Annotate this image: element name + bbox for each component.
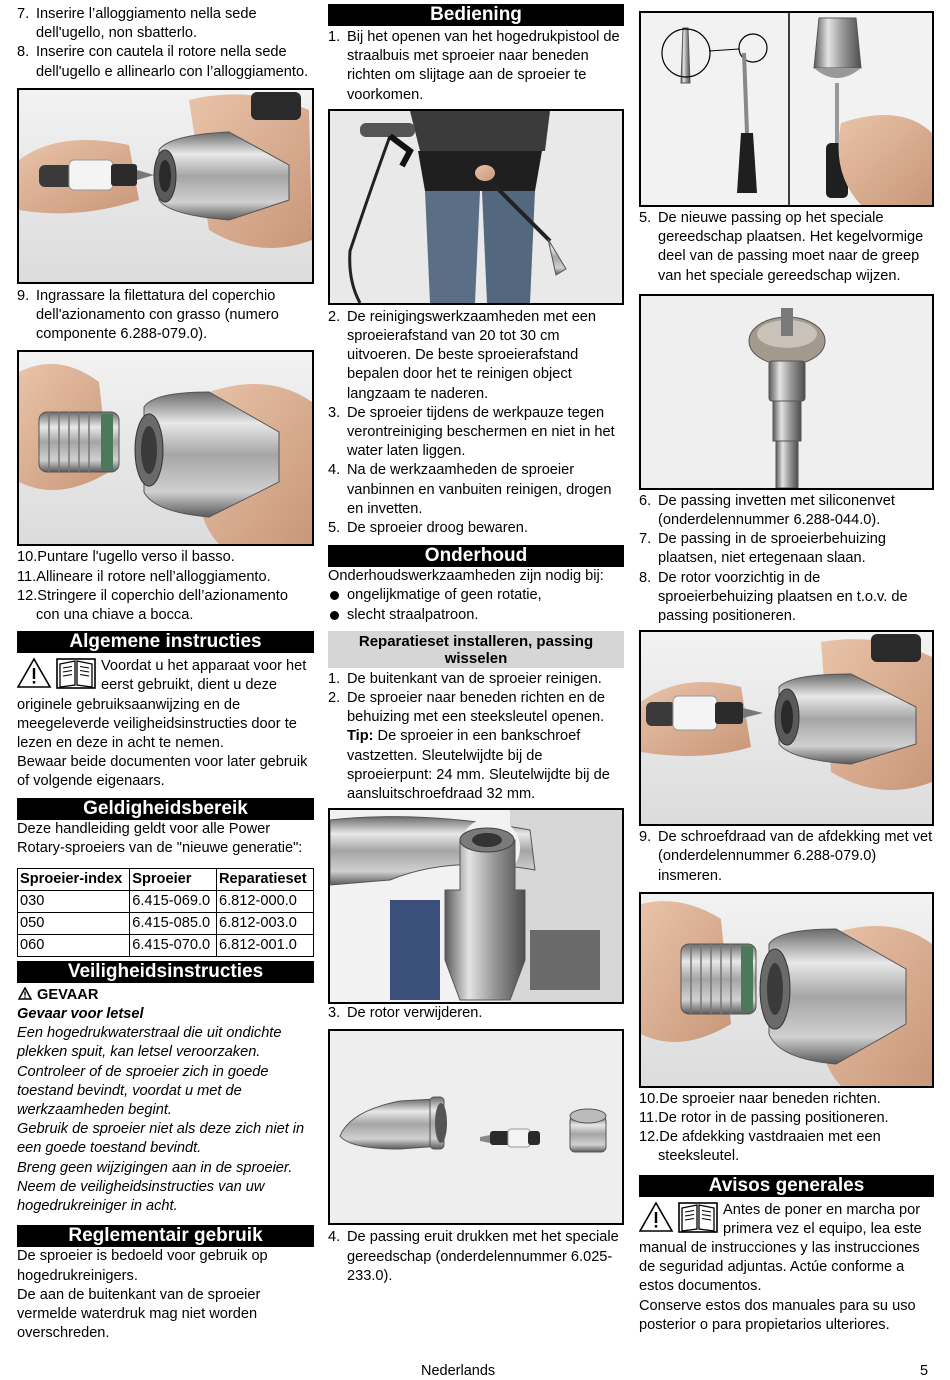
- safety-para: Breng geen wijzigingen aan in de sproeier.: [17, 1159, 293, 1176]
- photo-rotor-position: [639, 630, 934, 826]
- safety-subtitle: Gevaar voor letsel: [17, 1006, 144, 1023]
- step-item: 3. De rotor verwijderen.: [328, 1005, 483, 1022]
- step-item: 11.De rotor in de passing positioneren.: [639, 1110, 889, 1127]
- bullet-item: ongelijkmatige of geen rotatie,: [328, 586, 624, 605]
- steps-top-list: [17, 5, 314, 82]
- table-cell: 6.415-070.0: [130, 935, 217, 957]
- photo-special-tool: [639, 11, 934, 207]
- steps-after-list: [17, 548, 314, 625]
- column-2: [328, 0, 624, 1286]
- step-item: 2. De reinigingswerkzaamheden met een sproeierafstand van 20 tot 30 cm uitvoeren. De beste sproeierafstand bepalen door het te reinigen object langzaam te naderen.: [328, 308, 597, 402]
- safety-para: Neem de veiligheidsinstructies van uw hogedrukreiniger in acht.: [17, 1178, 265, 1215]
- table-header: Sproeier-index: [18, 869, 130, 891]
- photo-wrench-vise: [328, 808, 624, 1004]
- step-item: 10.Puntare l'ugello verso il basso.: [17, 549, 235, 566]
- safety-para: Controleer of de sproeier zich in goede toestand bevindt, voordat u met de werkzaamheden begint.: [17, 1063, 269, 1119]
- step-item: 5. De sproeier droog bewaren.: [328, 520, 528, 537]
- section-title-maintenance: Onderhoud: [328, 545, 624, 567]
- photo-parts-laid-out: [328, 1029, 624, 1225]
- table-header-row: [18, 869, 314, 891]
- repair-kit-table: [17, 868, 314, 957]
- column-1: [17, 0, 314, 1343]
- footer-language: Nederlands: [421, 1363, 496, 1379]
- table-cell: 060: [18, 935, 130, 957]
- repair-steps-list: [328, 670, 624, 804]
- steps-678-list: [639, 492, 934, 626]
- table-cell: 6.812-001.0: [217, 935, 314, 957]
- danger-label: GEVAAR: [17, 986, 314, 1005]
- step-item: 2. De sproeier naar beneden richten en de behuizing met een steeksleutel openen. Tip: De sproeier in een bankschroef vastzetten. Sleutelwijdte bij de sproeierpunt: 24 mm. Sleutelwijdte bij de aansluitschroefdraad 32 mm.: [328, 690, 610, 803]
- warning-manual-icon: [639, 1201, 719, 1234]
- step-item: 4. Na de werkzaamheden de sproeier vanbinnen en vanbuiten reinigen, drogen en invetten.: [328, 462, 612, 517]
- section-title-repair: Reparatieset installeren, passing wisselen: [328, 631, 624, 668]
- step-item: 7. Inserire l’alloggiamento nella sede dell'ugello, non sbatterlo.: [17, 6, 257, 42]
- step-item: 8. Inserire con cautela il rotore nella sede dell'ugello e allinearlo con l’alloggiamento.: [17, 44, 309, 80]
- photo-fitting-on-tool: [639, 294, 934, 490]
- table-cell: 050: [18, 913, 130, 935]
- bullet-item: slecht straalpatroon.: [328, 606, 624, 625]
- avisos-text-2: Conserve estos dos manuales para su uso posterior o para propietarios ulteriores.: [639, 1297, 916, 1333]
- photo-rotor-insert: [17, 88, 314, 284]
- step-item: 7. De passing in de sproeierbehuizing plaatsen, niet ertegenaan slaan.: [639, 531, 886, 567]
- general-text-2: Bewaar beide documenten voor later gebruik of volgende eigenaars.: [17, 754, 308, 790]
- table-row: [18, 891, 314, 913]
- step-item: 10.De sproeier naar beneden richten.: [639, 1090, 881, 1107]
- danger-triangle-icon: [18, 987, 32, 1000]
- warning-manual-icon: [17, 657, 97, 690]
- table-cell: 6.415-085.0: [130, 913, 217, 935]
- step-item: 5. De nieuwe passing op het speciale gereedschap plaatsen. Het kegelvormige deel van de passing moet naar de greep van het speciale gereedschap wijzen.: [639, 210, 924, 284]
- operation-steps-list: [328, 308, 624, 538]
- avisos-text: Antes de poner en marcha por primera vez el equipo, lea este manual de instrucciones y las instrucciones de seguridad adjuntas. Actúe conforme a estos documentos.: [639, 1201, 922, 1295]
- step-item: 9. Ingrassare la filettatura del coperchio dell'azionamento con grasso (numero componente 6.288-079.0).: [17, 287, 279, 343]
- tip-label: Tip:: [347, 728, 374, 745]
- step9-list: [639, 828, 934, 886]
- step-item: 6. De passing invetten met siliconenvet (onderdelennummer 6.288-044.0).: [639, 492, 895, 529]
- section-title-general: Algemene instructies: [17, 631, 314, 653]
- step-item: 3. De sproeier tijdens de werkpauze tegen verontreiniging beschermen en niet in het water laten liggen.: [328, 404, 615, 460]
- general-text: Voordat u het apparaat voor het eerst gebruikt, dient u deze originele gebruiksaanwijzing en de meegeleverde veiligheidsinstructies door te lezen en deze in acht te nemen.: [17, 658, 307, 752]
- photo-cover-thread: [639, 892, 934, 1088]
- step-item: 1. De buitenkant van de sproeier reinigen.: [328, 670, 602, 687]
- table-cell: 6.812-003.0: [217, 913, 314, 935]
- step-item: 9. De schroefdraad van de afdekking met vet (onderdelennummer 6.288-079.0) insmeren.: [639, 829, 933, 884]
- section-title-scope: Geldigheidsbereik: [17, 798, 314, 820]
- step-item: 1. Bij het openen van het hogedrukpistool de straalbuis met sproeier naar beneden richten om slijtage aan de sproeier te voorkomen.: [328, 29, 620, 103]
- photo-thread-grease: [17, 350, 314, 546]
- column-3: [639, 0, 934, 1335]
- steps-after-list: [639, 1090, 934, 1167]
- table-row: [18, 935, 314, 957]
- use-text-2: De aan de buitenkant van de sproeier vermelde waterdruk mag niet worden overschreden.: [17, 1286, 261, 1342]
- repair-step3-list: [328, 1004, 624, 1023]
- step-item: 12.De afdekking vastdraaien met een steeksleutel.: [639, 1129, 881, 1165]
- table-header: Reparatieset: [217, 869, 314, 891]
- safety-para: Gebruik de sproeier niet als deze zich niet in een goede toestand bevindt.: [17, 1121, 305, 1157]
- use-text: De sproeier is bedoeld voor gebruik op hogedrukreinigers.: [17, 1248, 268, 1284]
- operation-step1-list: [328, 28, 624, 105]
- page-number: 5: [920, 1363, 929, 1379]
- section-title-avisos: Avisos generales: [639, 1175, 934, 1197]
- section-title-use: Reglementair gebruik: [17, 1225, 314, 1247]
- scope-text: Deze handleiding geldt voor alle Power Rotary-sproeiers van de "nieuwe generatie":: [17, 820, 303, 856]
- step-item: 11.Allineare il rotore nell’alloggiamento.: [17, 568, 271, 585]
- section-title-operation: Bediening: [328, 4, 624, 26]
- maintenance-bullets: [328, 586, 624, 624]
- step-item: 12.Stringere il coperchio dell’azionamento con una chiave a bocca.: [17, 587, 288, 624]
- table-cell: 6.415-069.0: [130, 891, 217, 913]
- step-item: 4. De passing eruit drukken met het speciale gereedschap (onderdelennummer 6.025-233.0).: [328, 1229, 619, 1284]
- section-title-safety: Veiligheidsinstructies: [17, 961, 314, 983]
- table-cell: 030: [18, 891, 130, 913]
- table-header: Sproeier: [130, 869, 217, 891]
- repair-step4-list: [328, 1228, 624, 1286]
- maintenance-intro: Onderhoudswerkzaamheden zijn nodig bij:: [328, 568, 604, 585]
- table-cell: 6.812-000.0: [217, 891, 314, 913]
- step5-list: [639, 209, 934, 286]
- photo-operator-lance: [328, 109, 624, 305]
- step-item: 8. De rotor voorzichtig in de sproeierbehuizing plaatsen en t.o.v. de passing positioneren.: [639, 569, 908, 625]
- table-row: [18, 913, 314, 935]
- step9-list: [17, 287, 314, 345]
- safety-para: Een hogedrukwaterstraal die uit ondichte plekken spuit, kan letsel veroorzaken.: [17, 1025, 282, 1061]
